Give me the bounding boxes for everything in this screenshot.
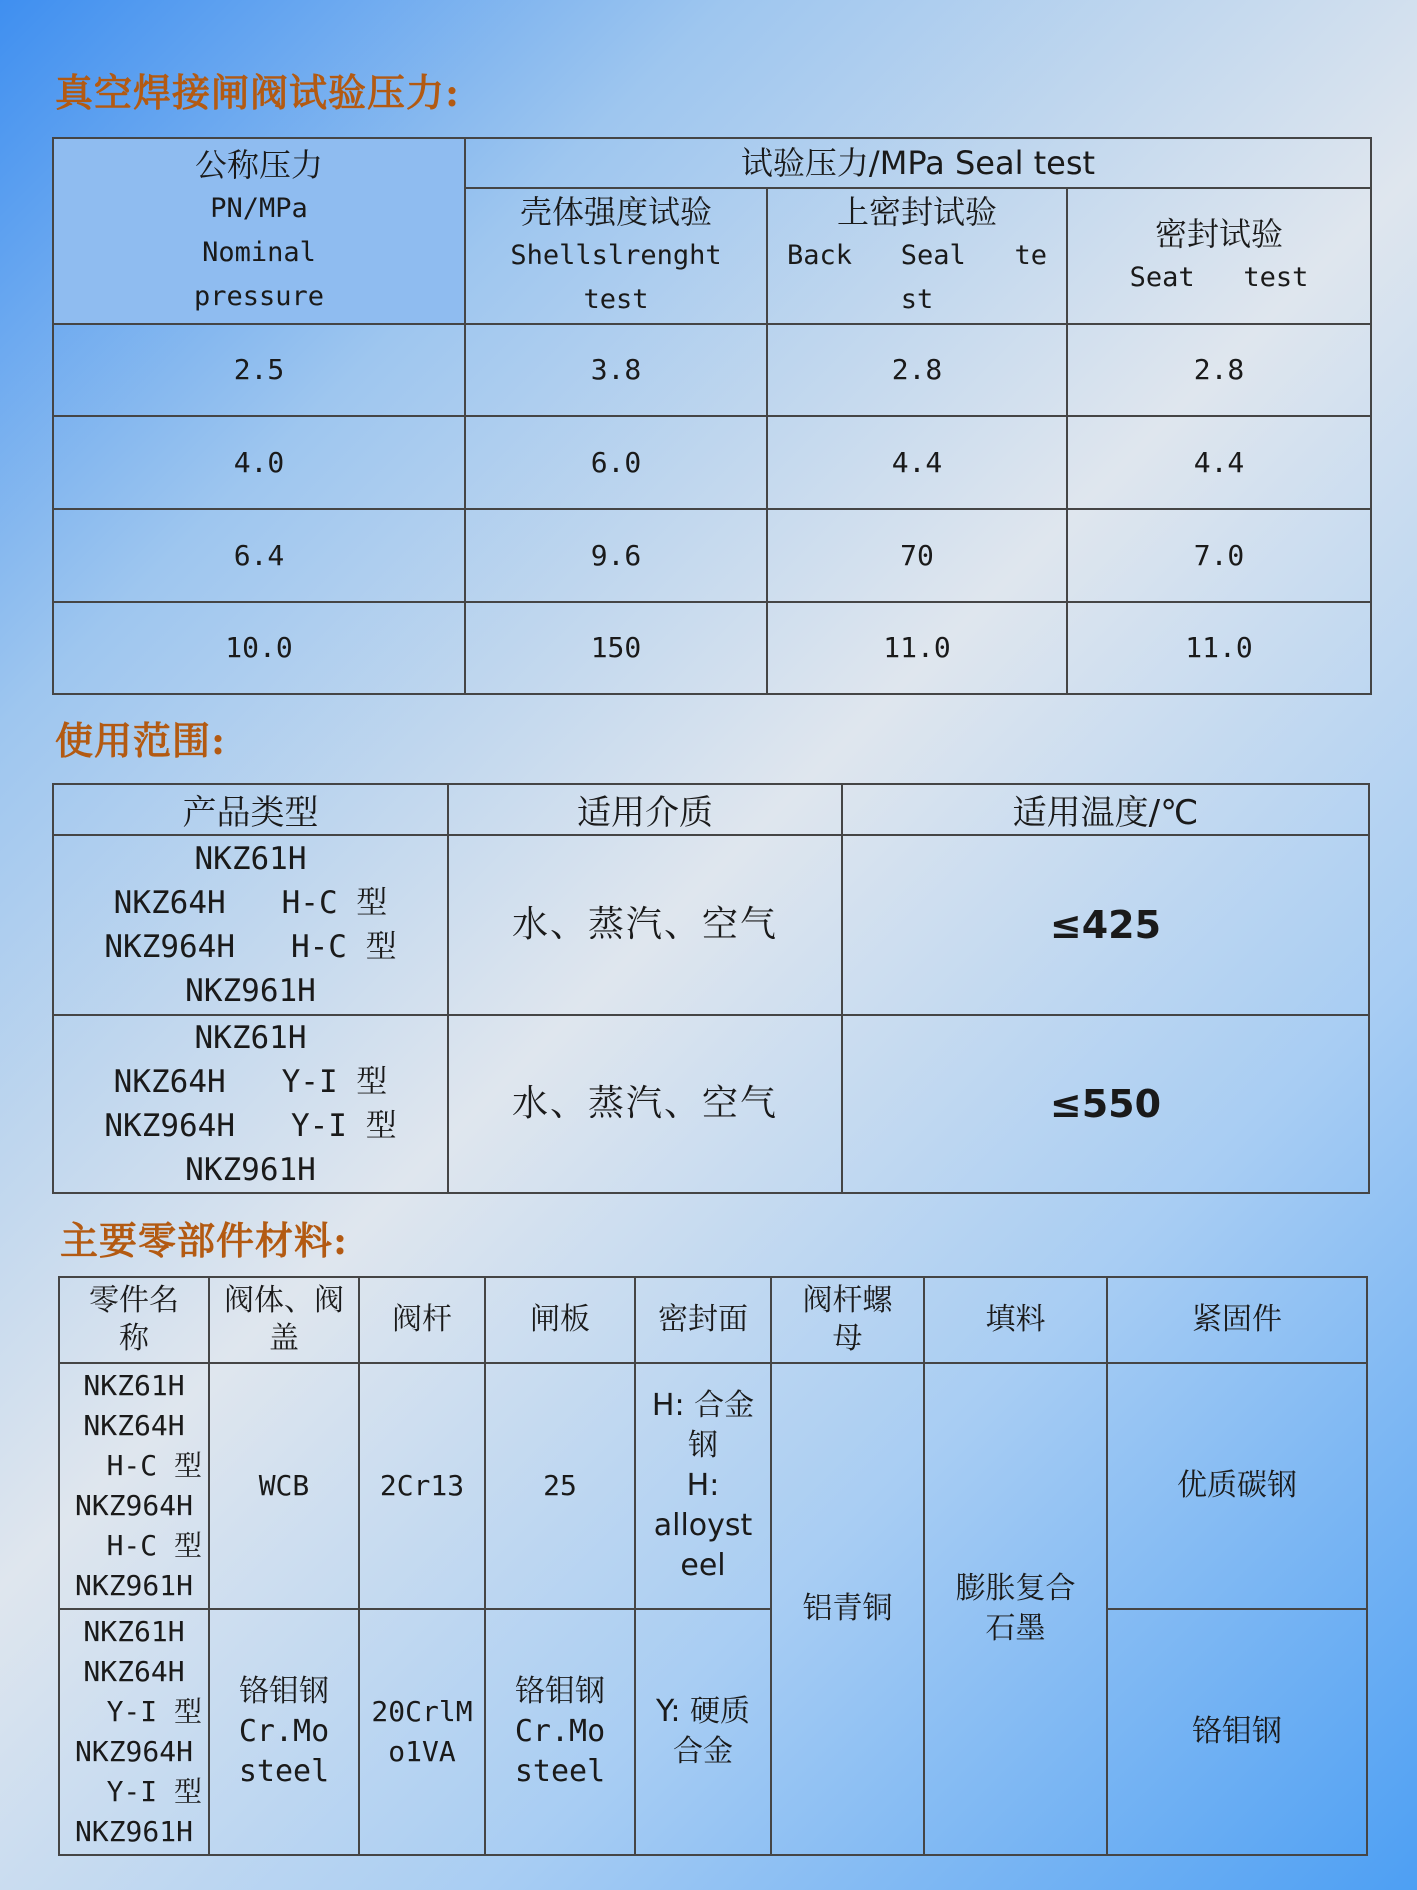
product-type-header: 产品类型 xyxy=(53,784,448,835)
part-name-header xyxy=(59,1277,209,1363)
seal-line: Y: 硬质 xyxy=(656,1694,750,1729)
gate-material-line: steel xyxy=(514,1754,606,1789)
medium-cell: 水、蒸汽、空气 xyxy=(448,835,842,1015)
models-cell xyxy=(59,1363,209,1609)
stem-material-line: 20CrlM xyxy=(371,1695,473,1728)
shell-test-header xyxy=(465,188,767,324)
fastener-material-cell: 铬钼钢 xyxy=(1107,1609,1367,1855)
pn-cell: 10.0 xyxy=(53,602,465,694)
back-header-en2: st xyxy=(900,284,934,315)
back-cell: 70 xyxy=(767,509,1067,602)
product-type: NKZ61H xyxy=(194,1020,307,1056)
packing-line: 膨胀复合 xyxy=(955,1571,1076,1606)
seat-cell: 2.8 xyxy=(1067,324,1371,416)
table-row xyxy=(53,835,1369,1015)
back-header-en1: Back Seal te xyxy=(786,240,1048,271)
back-cell: 4.4 xyxy=(767,416,1067,509)
section-title-test-pressure: 真空焊接闸阀试验压力: xyxy=(55,70,461,115)
body-material-line: 铬钼钢 xyxy=(239,1674,329,1709)
table-row xyxy=(59,1363,1367,1609)
seat-cell: 11.0 xyxy=(1067,602,1371,694)
model: NKZ61H xyxy=(83,1369,185,1402)
model: Y-I 型 xyxy=(106,1695,202,1728)
table-row xyxy=(53,416,1371,509)
materials-table xyxy=(58,1276,1368,1856)
shell-header-en2: test xyxy=(583,284,649,315)
body-material-line: Cr.Mo xyxy=(238,1714,330,1749)
back-cell: 11.0 xyxy=(767,602,1067,694)
product-type: NKZ964H H-C 型 xyxy=(104,929,397,965)
fastener-material-cell: 优质碳钢 xyxy=(1107,1363,1367,1609)
product-type: NKZ964H Y-I 型 xyxy=(104,1108,397,1144)
pn-cell: 2.5 xyxy=(53,324,465,416)
model: H-C 型 xyxy=(106,1449,202,1482)
shell-cell: 9.6 xyxy=(465,509,767,602)
seal-line: eel xyxy=(680,1548,726,1583)
pn-cell: 6.4 xyxy=(53,509,465,602)
gate-header: 闸板 xyxy=(485,1277,635,1363)
body-header-line: 阀体、阀 xyxy=(224,1283,344,1318)
medium-cell: 水、蒸汽、空气 xyxy=(448,1015,842,1193)
gate-material-cell: 25 xyxy=(485,1363,635,1609)
model: NKZ961H xyxy=(74,1569,193,1602)
temperature-cell: ≤550 xyxy=(842,1015,1369,1193)
seal-line: 合金 xyxy=(673,1734,733,1769)
model: NKZ61H xyxy=(83,1615,185,1648)
table-row xyxy=(59,1609,1367,1855)
back-cell: 2.8 xyxy=(767,324,1067,416)
body-material-cell: WCB xyxy=(209,1363,359,1609)
seat-header-en: Seat test xyxy=(1129,262,1309,293)
stem-nut-header-line: 母 xyxy=(832,1321,863,1356)
shell-cell: 6.0 xyxy=(465,416,767,509)
test-pressure-table xyxy=(52,137,1372,695)
part-name-header-line: 零件名 xyxy=(89,1283,179,1318)
table-row xyxy=(53,1015,1369,1193)
model: NKZ964H xyxy=(74,1489,193,1522)
shell-header-cn: 壳体强度试验 xyxy=(519,193,712,231)
nominal-header-en2: Nominal xyxy=(202,237,316,268)
body-material-cell xyxy=(209,1609,359,1855)
body-header-line: 盖 xyxy=(269,1321,299,1356)
stem-material-cell: 2Cr13 xyxy=(359,1363,485,1609)
product-types-cell xyxy=(53,835,448,1015)
product-type: NKZ61H xyxy=(194,841,307,877)
application-range-table xyxy=(52,783,1370,1194)
stem-nut-material-cell: 铝青铜 xyxy=(771,1363,924,1855)
seal-line: 钢 xyxy=(688,1428,718,1463)
model: NKZ64H xyxy=(83,1655,185,1688)
section-title-application-range: 使用范围: xyxy=(55,718,227,763)
seal-line: H: 合金 xyxy=(651,1388,755,1423)
product-type: NKZ64H H-C 型 xyxy=(113,885,388,921)
seal-line: alloyst xyxy=(653,1508,753,1543)
section-title-materials: 主要零部件材料: xyxy=(60,1218,349,1263)
model: Y-I 型 xyxy=(106,1775,202,1808)
test-pressure-group-header: 试验压力/MPa Seal test xyxy=(465,138,1371,188)
shell-header-en1: Shellslrenght xyxy=(510,240,722,271)
product-type: NKZ961H xyxy=(185,973,316,1009)
packing-material-cell xyxy=(924,1363,1107,1855)
back-header-cn: 上密封试验 xyxy=(836,193,997,231)
pn-cell: 4.0 xyxy=(53,416,465,509)
nominal-header-en1: PN/MPa xyxy=(210,193,308,224)
model: H-C 型 xyxy=(106,1529,202,1562)
table-row xyxy=(53,324,1371,416)
seat-cell: 4.4 xyxy=(1067,416,1371,509)
seat-test-header xyxy=(1067,188,1371,324)
table-row xyxy=(53,509,1371,602)
body-header xyxy=(209,1277,359,1363)
gate-material-line: 铬钼钢 xyxy=(515,1674,605,1709)
seal-face-header: 密封面 xyxy=(635,1277,771,1363)
part-name-header-line: 称 xyxy=(119,1321,149,1356)
model: NKZ961H xyxy=(74,1815,193,1848)
stem-material-line: o1VA xyxy=(388,1735,456,1768)
temperature-header: 适用温度/℃ xyxy=(842,784,1369,835)
gate-material-cell xyxy=(485,1609,635,1855)
table-row xyxy=(53,602,1371,694)
nominal-pressure-header xyxy=(53,138,465,324)
seat-header-cn: 密封试验 xyxy=(1155,215,1284,253)
product-types-cell xyxy=(53,1015,448,1193)
stem-material-cell xyxy=(359,1609,485,1855)
back-seal-header xyxy=(767,188,1067,324)
stem-header: 阀杆 xyxy=(359,1277,485,1363)
model: NKZ964H xyxy=(74,1735,193,1768)
product-type: NKZ64H Y-I 型 xyxy=(113,1064,388,1100)
body-material-line: steel xyxy=(238,1754,330,1789)
packing-header: 填料 xyxy=(924,1277,1107,1363)
medium-header: 适用介质 xyxy=(448,784,842,835)
stem-nut-header xyxy=(771,1277,924,1363)
product-type: NKZ961H xyxy=(185,1152,316,1188)
stem-nut-header-line: 阀杆螺 xyxy=(802,1283,893,1318)
seal-material-cell xyxy=(635,1363,771,1609)
temperature-cell: ≤425 xyxy=(842,835,1369,1015)
fastener-header: 紧固件 xyxy=(1107,1277,1367,1363)
seal-line: H: xyxy=(686,1468,720,1503)
gate-material-line: Cr.Mo xyxy=(514,1714,606,1749)
shell-cell: 150 xyxy=(465,602,767,694)
nominal-header-cn: 公称压力 xyxy=(194,146,323,184)
models-cell xyxy=(59,1609,209,1855)
nominal-header-en3: pressure xyxy=(193,281,325,312)
shell-cell: 3.8 xyxy=(465,324,767,416)
seal-material-cell xyxy=(635,1609,771,1855)
model: NKZ64H xyxy=(83,1409,185,1442)
packing-line: 石墨 xyxy=(985,1611,1046,1646)
seat-cell: 7.0 xyxy=(1067,509,1371,602)
